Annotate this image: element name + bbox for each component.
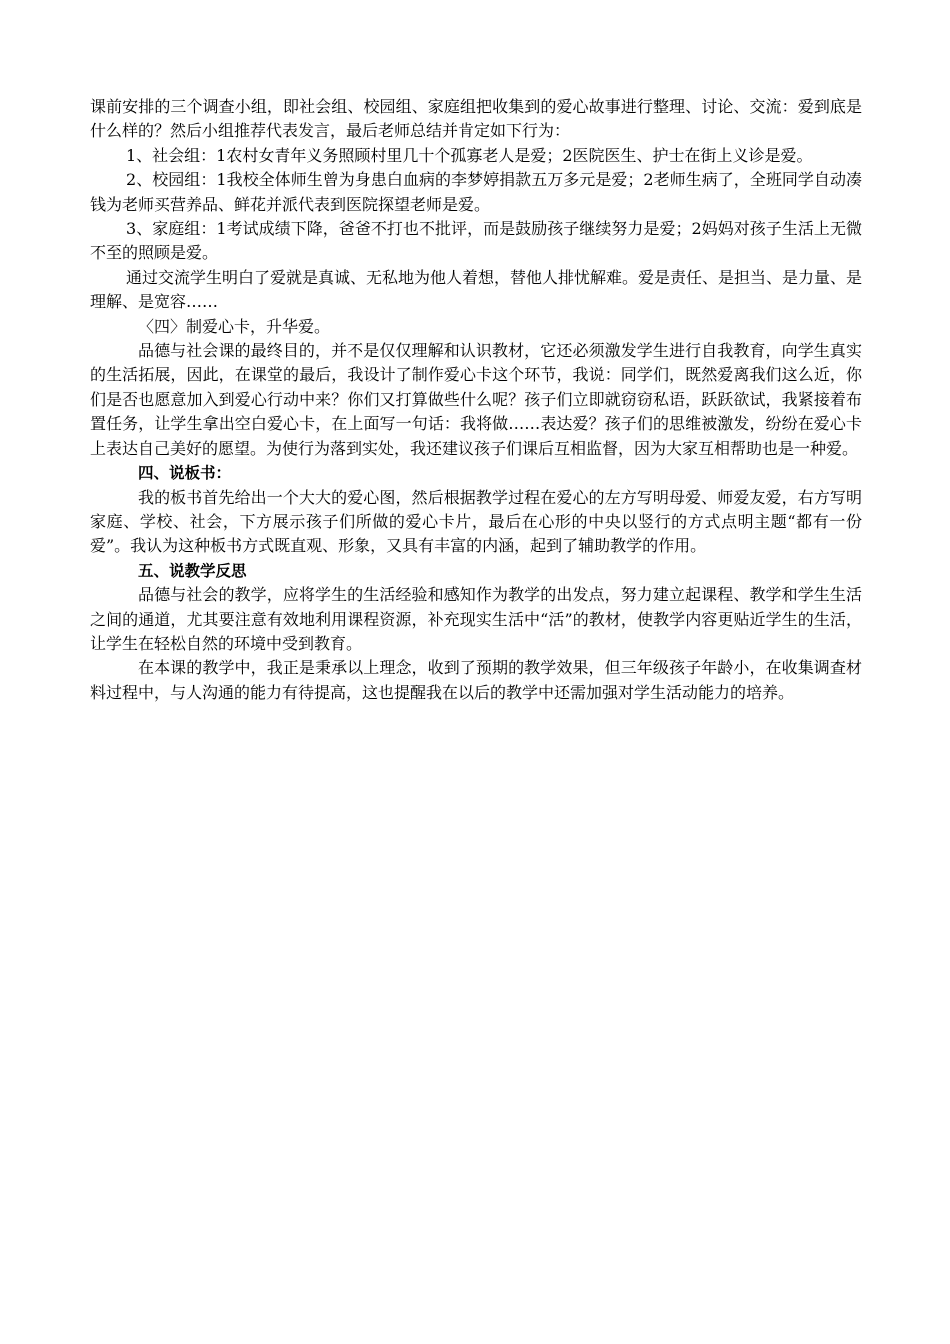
heading-teaching-reflection: 五、说教学反思 [138, 561, 247, 580]
paragraph-society-group: 1、社会组：1农村女青年义务照顾村里几十个孤寡老人是爱；2医院医生、护士在街上义诊是爱。 [126, 145, 813, 165]
paragraph-board-writing: 我的板书首先给出一个大大的爱心图，然后根据教学过程在爱心的左方写明母爱、师爱友爱，右方写明家庭、学校、社会，下方展示孩子们所做的爱心卡片，最后在心形的中央以竖行的方式点明主题“都有一份爱”。我认为这种板书方式既直观、形象，又具有丰富的内涵，起到了辅助教学的作用。 [90, 487, 862, 556]
paragraph-reflection-1: 品德与社会的教学，应将学生的生活经验和感知作为教学的出发点，努力建立起课程、教学和学生生活之间的通道，尤其要注意有效地利用课程资源，补充现实生活中“活”的教材，使教学内容更贴近学生的生活，让学生在轻松自然的环境中受到教育。 [90, 585, 862, 653]
document-page [90, 95, 862, 705]
paragraph-intro: 课前安排的三个调查小组，即社会组、校园组、家庭组把收集到的爱心故事进行整理、讨论、交流：爱到底是什么样的？然后小组推荐代表发言，最后老师总结并肯定如下行为： [90, 97, 862, 141]
paragraph-family-group: 3、家庭组：1考试成绩下降，爸爸不打也不批评，而是鼓励孩子继续努力是爱；2妈妈对孩子生活上无微不至的照顾是爱。 [90, 219, 862, 263]
paragraph-love-card: 品德与社会课的最终目的，并不是仅仅理解和认识教材，它还必须激发学生进行自我教育，向学生真实的生活拓展，因此，在课堂的最后，我设计了制作爱心卡这个环节，我说：同学们，既然爱离我们这么近，你们是否也愿意加入到爱心行动中来？你们又打算做些什么呢？孩子们立即就窃窃私语，跃跃欲试，我紧接着布置任务，让学生拿出空白爱心卡，在上面写一句话：我将做……表达爱？孩子们的思维被激发，纷纷在爱心卡上表达自己美好的愿望。为使行为落到实处，我还建议孩子们课后互相监督，因为大家互相帮助也是一种爱。 [90, 341, 862, 458]
paragraph-section-four-sub: 〈四〉制爱心卡，升华爱。 [138, 316, 331, 336]
paragraph-summary: 通过交流学生明白了爱就是真诚、无私地为他人着想，替他人排忧解难。爱是责任、是担当、是力量、是理解、是宽容…… [90, 267, 863, 312]
paragraph-campus-group: 2、校园组：1我校全体师生曾为身患白血病的李梦婷捐款五万多元是爱；2老师生病了，全班同学自动凑钱为老师买营养品、鲜花并派代表到医院探望老师是爱。 [90, 170, 862, 214]
heading-board-writing: 四、说板书： [138, 464, 232, 483]
paragraph-reflection-2: 在本课的教学中，我正是秉承以上理念，收到了预期的教学效果，但三年级孩子年龄小，在收集调查材料过程中，与人沟通的能力有待提高，这也提醒我在以后的教学中还需加强对学生活动能力的培养。 [90, 658, 862, 702]
